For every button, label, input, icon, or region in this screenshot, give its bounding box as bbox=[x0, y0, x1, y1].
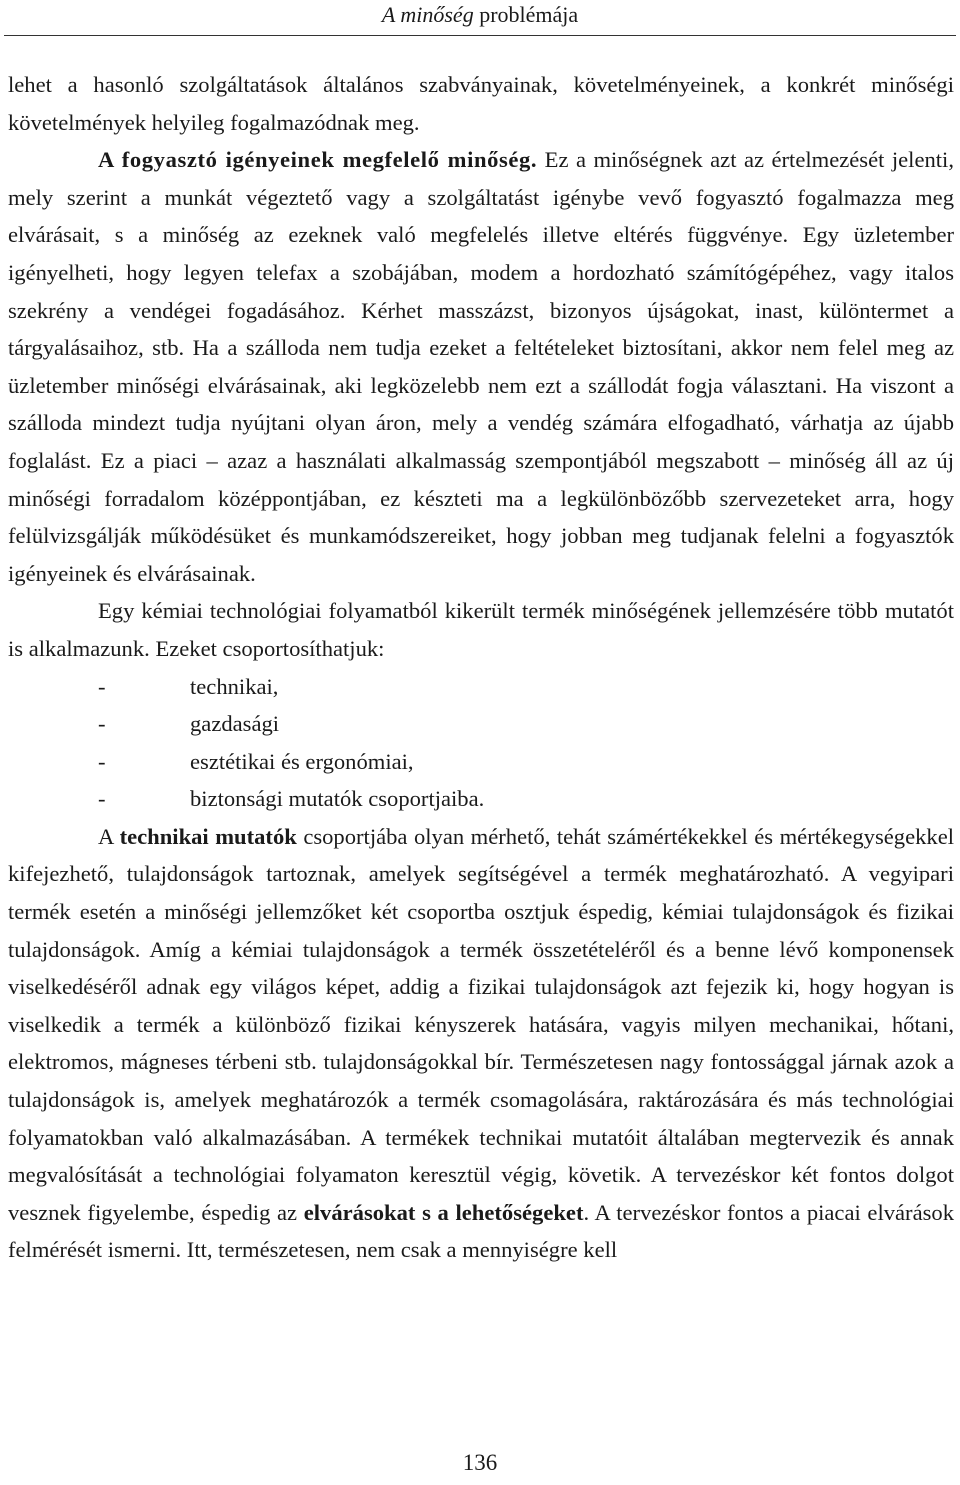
list-item bbox=[8, 705, 954, 743]
list-item-text: esztétikai és ergonómiai, bbox=[190, 748, 414, 774]
list-item-text: technikai, bbox=[190, 673, 279, 699]
technical-text-a: A bbox=[98, 823, 120, 849]
technical-text-b: csoportjába olyan mérhető, tehát számértékekkel és mértékegységekkel kifejezhető, tulajdonságok tartoznak, amelyek segítségével a termék meghatározható. A vegyipari termék esetén a minőségi jellemzőket két csoportba osztjuk éspedig, kémiai tulajdonságok és fizikai tulajdonságok. Amíg a kémiai tulajdonságok a termék összetételéről és a benne lévő komponensek viselkedéséről adnak egy világos képet, addig a fizikai tulajdonságok azt fejezik ki, hogy hogyan is viselkedik a termék a különböző fizikai kényszerek hatására, vagyis milyen mechanikai, hőtani, elektromos, mágneses térbeni stb. tulajdonságokkal bír. Természetesen nagy fontossággal járnak azok a tulajdonságok is, amelyek meghatározók a termék csomagolására, raktározására és más technológiai folyamatokban való alkalmazásában. A termékek technikai mutatóit általában megtervezik és annak megvalósítását a technológiai folyamaton keresztül végig, követik. A tervezéskor két fontos dolgot vesznek figyelembe, éspedig az bbox=[8, 823, 954, 1225]
list-dash: - bbox=[98, 711, 106, 737]
technical-text-c: . A tervezéskor fontos a piacai elvárások felmérését ismerni. Itt, természetesen, nem csak a mennyiségre kell bbox=[8, 1199, 954, 1263]
technical-indicators-term: technikai mutatók bbox=[119, 823, 297, 849]
consumer-quality-text: Ez a minőségnek azt az értelmezését jelenti, mely szerint a munkát végeztető vagy a szolgáltatást igénybe vevő fogyasztó fogalmazza meg elvárásait, s a minőség az ezeknek való megfelelés illetve eltérés függvénye. Egy üzletember igényelheti, hogy legyen telefax a szobájában, modem a hordozható számítógépéhez, vagy italos szekrény a vendégei fogadásához. Kérhet masszázst, bizonyos újságokat, inast, különtermet a tárgyalásaihoz, stb. Ha a szálloda nem tudja ezeket a feltételeket biztosítani, akkor nem felel meg az üzletember minőségi elvárásainak, aki legközelebb nem ezt a szállodát fogja választani. Ha viszont a szálloda mindezt tudja nyújtani olyan áron, mely a vendég számára elfogadható, várhatja az újabb foglalást. Ez a piaci ‒ azaz a használati alkalmasság szempontjából megszabott ‒ minőség áll az új minőségi forradalom középpontjában, ez készteti ma a legkülönbözőbb szervezeteket arra, hogy felülvizsgálják működésüket és munkamódszereiket, hogy jobban meg tudjanak felelni a fogyasztók igényeinek és elvárásainak. bbox=[8, 147, 954, 586]
list-item bbox=[8, 743, 954, 781]
list-item-text: biztonsági mutatók csoportjaiba. bbox=[190, 786, 485, 812]
list-dash: - bbox=[98, 786, 106, 812]
paragraph-indicators-intro: Egy kémiai technológiai folyamatból kikerült termék minőségének jellemzésére több mutatót is alkalmazunk. Ezeket csoportosíthatjuk: bbox=[8, 598, 954, 661]
list-item bbox=[8, 668, 954, 706]
list-item-text: gazdasági bbox=[190, 711, 280, 737]
expectations-possibilities-term: elvárásokat s a lehetőségeket bbox=[303, 1199, 584, 1225]
indicator-groups-list bbox=[8, 668, 954, 818]
header-title-rest: problémája bbox=[473, 2, 579, 27]
list-dash: - bbox=[98, 673, 106, 699]
header-title-italic: A minőség bbox=[381, 2, 474, 27]
paragraph-continuation: lehet a hasonló szolgáltatások általános szabványainak, követelményeinek, a konkrét minőségi követelmények helyileg fogalmazódnak meg. bbox=[8, 72, 954, 135]
paragraph-technical-indicators bbox=[8, 818, 954, 1269]
page-body bbox=[8, 66, 954, 1269]
running-header bbox=[0, 0, 960, 38]
consumer-quality-heading: A fogyasztó igényeinek megfelelő minőség. bbox=[98, 147, 538, 173]
list-item bbox=[8, 780, 954, 818]
list-dash: - bbox=[98, 748, 106, 774]
paragraph-consumer-quality bbox=[8, 141, 954, 592]
header-divider bbox=[4, 35, 956, 36]
page-number: 136 bbox=[462, 1450, 498, 1475]
